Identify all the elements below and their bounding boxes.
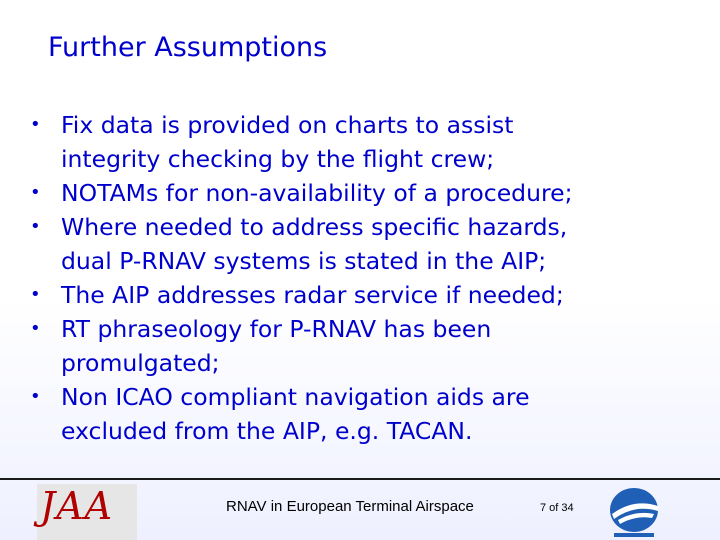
bullet-line: RT phraseology for P-RNAV has been	[61, 315, 492, 343]
bullet-item	[30, 176, 700, 210]
bullet-line: The AIP addresses radar service if needed;	[61, 281, 564, 309]
bullet-line: integrity checking by the flight crew;	[61, 145, 495, 173]
bullet-dot: •	[30, 284, 41, 305]
bullet-line: Fix data is provided on charts to assist	[61, 111, 514, 139]
page-number: 7 of 34	[540, 502, 574, 514]
footer-divider	[0, 478, 720, 480]
bullet-line: NOTAMs for non-availability of a procedure;	[61, 179, 573, 207]
bullet-line: excluded from the AIP, e.g. TACAN.	[61, 417, 473, 445]
bullet-dot: •	[30, 318, 41, 339]
bullet-item	[30, 108, 700, 176]
bullet-item	[30, 312, 700, 380]
bullet-line: Non ICAO compliant navigation aids are	[61, 383, 530, 411]
bullet-dot: •	[30, 216, 41, 237]
footer-title: RNAV in European Terminal Airspace	[226, 498, 474, 515]
bullet-line: dual P-RNAV systems is stated in the AIP;	[61, 247, 547, 275]
jaa-logo: JAA	[40, 484, 114, 528]
bullet-item	[30, 380, 700, 448]
bullet-item	[30, 210, 700, 278]
bullet-list	[30, 108, 700, 448]
slide-title: Further Assumptions	[48, 32, 328, 63]
bullet-dot: •	[30, 182, 41, 203]
logo-globe	[610, 488, 658, 532]
bullet-line: promulgated;	[61, 349, 220, 377]
logo-wordmark-bar	[614, 533, 654, 537]
bullet-item	[30, 278, 700, 312]
bullet-dot: •	[30, 114, 41, 135]
bullet-dot: •	[30, 386, 41, 407]
bullet-line: Where needed to address specific hazards,	[61, 213, 568, 241]
eurocontrol-logo-icon	[604, 484, 664, 540]
